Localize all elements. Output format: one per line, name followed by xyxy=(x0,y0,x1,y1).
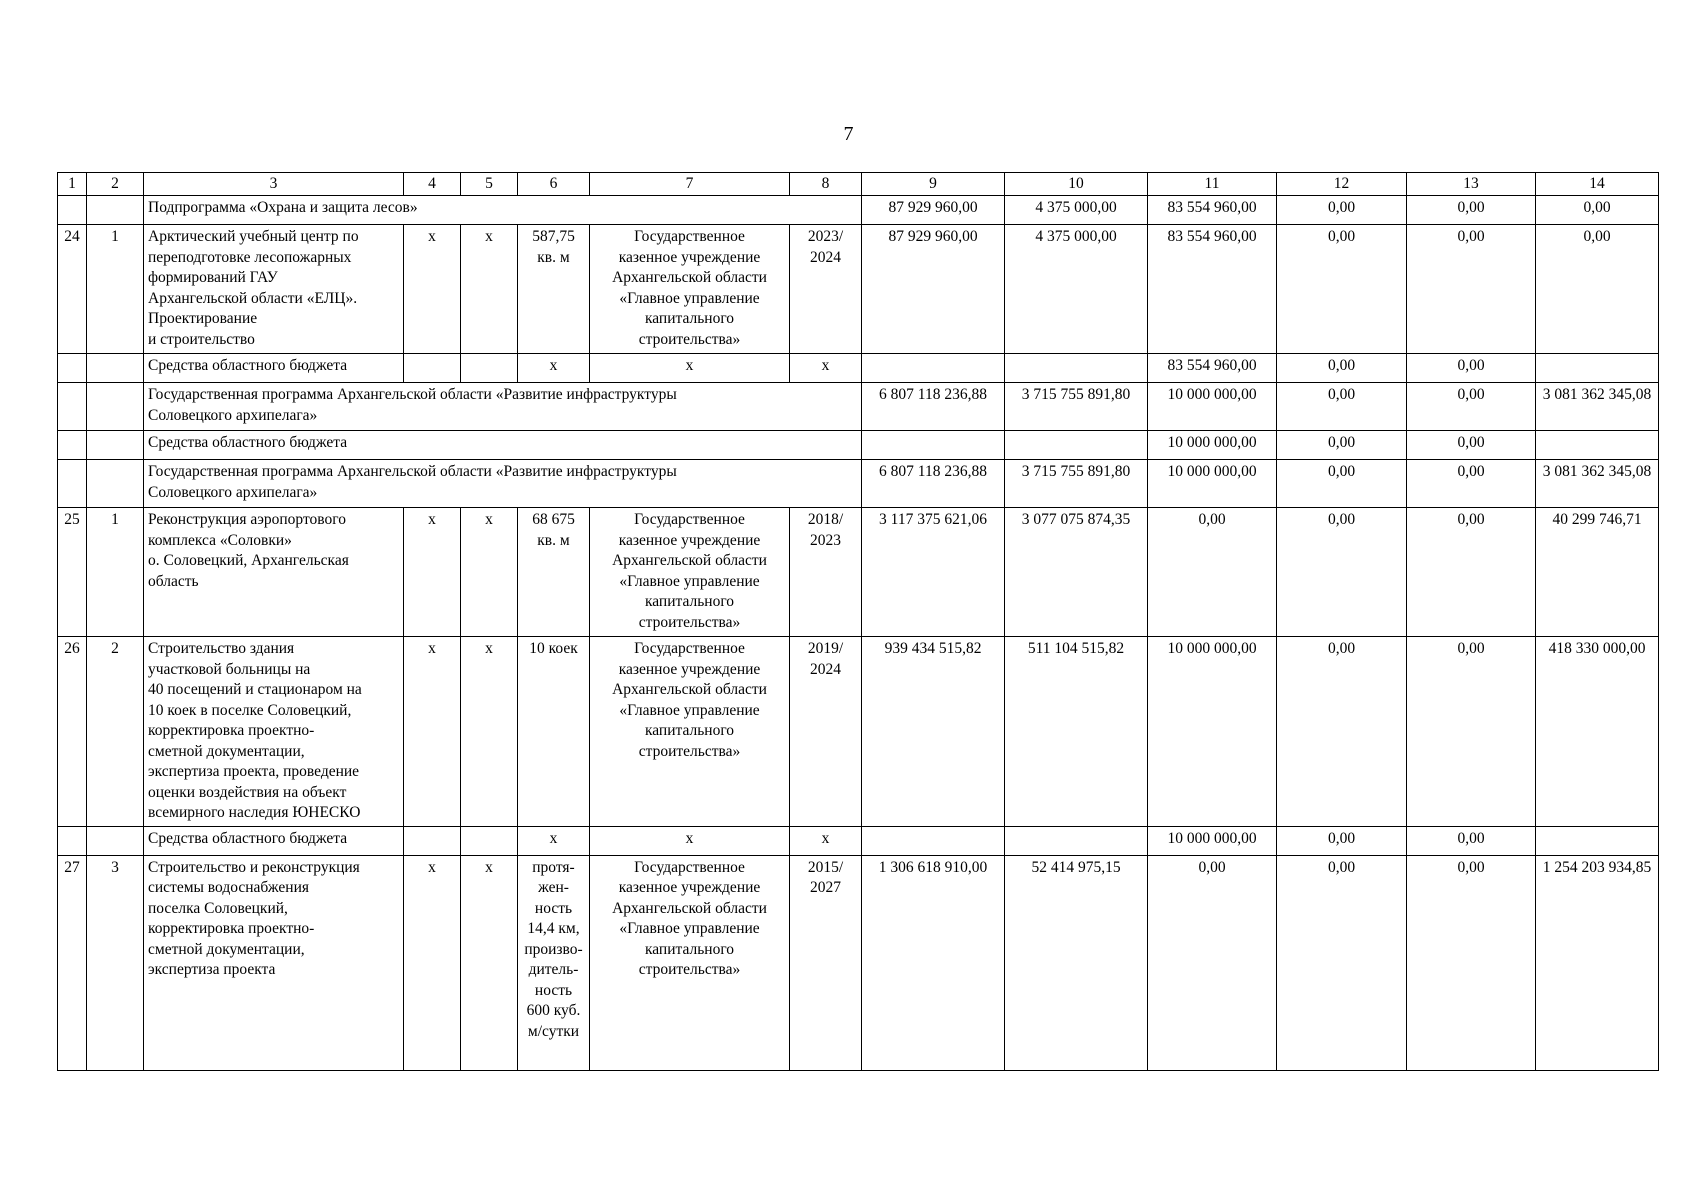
cell-amount: 10 000 000,00 xyxy=(1148,431,1277,460)
cell-amount: 0,00 xyxy=(1277,225,1407,354)
cell-amount: 0,00 xyxy=(1407,196,1536,225)
col-header: 2 xyxy=(87,173,144,196)
col-header: 9 xyxy=(862,173,1005,196)
item-number: 3 xyxy=(87,855,144,1070)
cell-amount: 0,00 xyxy=(1407,431,1536,460)
cell-amount: 0,00 xyxy=(1407,508,1536,637)
cell-empty xyxy=(461,826,518,855)
col-header: 1 xyxy=(58,173,87,196)
cell-amount: 0,00 xyxy=(1407,383,1536,431)
cell-amount: 0,00 xyxy=(1277,354,1407,383)
cell-amount: 418 330 000,00 xyxy=(1536,637,1659,827)
object-name: Строительство здания участковой больницы на 40 посещений и стационаром на 10 коек в поселке Соловецкий, корректировка проектно- сметной документации, экспертиза проекта, проведение оценки воздействия на объект всемирного наследия ЮНЕСКО xyxy=(144,637,404,827)
customer-org: Государственное казенное учреждение Архангельской области «Главное управление капитального строительства» xyxy=(590,855,790,1070)
row-number: 26 xyxy=(58,637,87,827)
item-number: 2 xyxy=(87,637,144,827)
object-capacity: протя- жен- ность 14,4 км, произво- дитель- ность 600 куб. м/сутки xyxy=(518,855,590,1070)
cell-amount: 83 554 960,00 xyxy=(1148,354,1277,383)
cell-amount: 0,00 xyxy=(1407,354,1536,383)
cell-amount: 3 117 375 621,06 xyxy=(862,508,1005,637)
col-header: 6 xyxy=(518,173,590,196)
budget-row xyxy=(58,826,1659,855)
cell-amount: 3 081 362 345,08 xyxy=(1536,460,1659,508)
construction-period: 2018/ 2023 xyxy=(790,508,862,637)
construction-period: 2019/ 2024 xyxy=(790,637,862,827)
cell-amount: 52 414 975,15 xyxy=(1005,855,1148,1070)
object-capacity: 587,75 кв. м xyxy=(518,225,590,354)
cell-amount: 87 929 960,00 xyxy=(862,196,1005,225)
cell-amount: 83 554 960,00 xyxy=(1148,225,1277,354)
cell-amount: 0,00 xyxy=(1407,826,1536,855)
cell-x: х xyxy=(404,508,461,637)
cell-amount: 1 254 203 934,85 xyxy=(1536,855,1659,1070)
cell-amount xyxy=(1536,354,1659,383)
cell-x: х xyxy=(404,637,461,827)
cell-amount: 10 000 000,00 xyxy=(1148,383,1277,431)
page-number: 7 xyxy=(843,123,854,145)
col-header: 14 xyxy=(1536,173,1659,196)
cell-amount: 0,00 xyxy=(1277,460,1407,508)
cell-amount: 4 375 000,00 xyxy=(1005,225,1148,354)
cell-empty xyxy=(87,196,144,225)
cell-amount: 0,00 xyxy=(1277,196,1407,225)
cell-empty xyxy=(404,826,461,855)
object-row xyxy=(58,225,1659,354)
cell-amount: 0,00 xyxy=(1277,508,1407,637)
cell-amount xyxy=(1005,354,1148,383)
cell-x: х xyxy=(590,354,790,383)
section-title: Средства областного бюджета xyxy=(144,431,862,460)
cell-amount: 6 807 118 236,88 xyxy=(862,383,1005,431)
object-name: Реконструкция аэропортового комплекса «Соловки» о. Соловецкий, Архангельская область xyxy=(144,508,404,637)
cell-x: х xyxy=(461,225,518,354)
cell-x: х xyxy=(404,225,461,354)
budget-label: Средства областного бюджета xyxy=(144,354,404,383)
customer-org: Государственное казенное учреждение Архангельской области «Главное управление капитального строительства» xyxy=(590,508,790,637)
cell-x: х xyxy=(461,855,518,1070)
cell-x: х xyxy=(404,855,461,1070)
customer-org: Государственное казенное учреждение Архангельской области «Главное управление капитального строительства» xyxy=(590,637,790,827)
cell-empty xyxy=(87,460,144,508)
cell-amount: 87 929 960,00 xyxy=(862,225,1005,354)
cell-empty xyxy=(58,354,87,383)
item-number: 1 xyxy=(87,225,144,354)
cell-x: х xyxy=(790,354,862,383)
cell-amount: 0,00 xyxy=(1277,383,1407,431)
cell-amount: 83 554 960,00 xyxy=(1148,196,1277,225)
cell-empty xyxy=(58,196,87,225)
cell-amount: 0,00 xyxy=(1277,431,1407,460)
cell-amount: 3 077 075 874,35 xyxy=(1005,508,1148,637)
cell-amount xyxy=(862,431,1005,460)
cell-x: х xyxy=(461,508,518,637)
column-number-row xyxy=(58,173,1659,196)
cell-amount: 3 715 755 891,80 xyxy=(1005,383,1148,431)
cell-x: х xyxy=(518,826,590,855)
cell-amount: 0,00 xyxy=(1148,508,1277,637)
construction-period: 2023/ 2024 xyxy=(790,225,862,354)
cell-amount: 939 434 515,82 xyxy=(862,637,1005,827)
cell-x: х xyxy=(461,637,518,827)
cell-amount xyxy=(1005,826,1148,855)
cell-amount: 0,00 xyxy=(1407,855,1536,1070)
object-name: Арктический учебный центр по переподготовке лесопожарных формирований ГАУ Архангельской области «ЕЛЦ». Проектирование и строительство xyxy=(144,225,404,354)
cell-amount: 511 104 515,82 xyxy=(1005,637,1148,827)
col-header: 4 xyxy=(404,173,461,196)
cell-empty xyxy=(87,354,144,383)
cell-amount: 10 000 000,00 xyxy=(1148,826,1277,855)
cell-amount xyxy=(862,826,1005,855)
cell-amount xyxy=(862,354,1005,383)
section-title: Государственная программа Архангельской области «Развитие инфраструктуры Соловецкого архипелага» xyxy=(144,460,862,508)
cell-empty xyxy=(87,826,144,855)
cell-amount: 0,00 xyxy=(1407,460,1536,508)
col-header: 5 xyxy=(461,173,518,196)
cell-amount: 0,00 xyxy=(1277,855,1407,1070)
cell-amount xyxy=(1005,431,1148,460)
construction-period: 2015/ 2027 xyxy=(790,855,862,1070)
object-row xyxy=(58,855,1659,1070)
cell-empty xyxy=(87,383,144,431)
section-row xyxy=(58,383,1659,431)
col-header: 12 xyxy=(1277,173,1407,196)
cell-empty xyxy=(404,354,461,383)
investment-table xyxy=(57,172,1659,1071)
cell-empty xyxy=(58,460,87,508)
cell-amount xyxy=(1536,826,1659,855)
item-number: 1 xyxy=(87,508,144,637)
section-row xyxy=(58,431,1659,460)
cell-amount: 0,00 xyxy=(1148,855,1277,1070)
budget-label: Средства областного бюджета xyxy=(144,826,404,855)
col-header: 3 xyxy=(144,173,404,196)
object-row xyxy=(58,508,1659,637)
cell-amount xyxy=(1536,431,1659,460)
section-title: Государственная программа Архангельской области «Развитие инфраструктуры Соловецкого архипелага» xyxy=(144,383,862,431)
cell-amount: 10 000 000,00 xyxy=(1148,637,1277,827)
col-header: 11 xyxy=(1148,173,1277,196)
cell-x: х xyxy=(590,826,790,855)
row-number: 25 xyxy=(58,508,87,637)
cell-empty xyxy=(58,383,87,431)
cell-amount: 0,00 xyxy=(1536,225,1659,354)
cell-amount: 1 306 618 910,00 xyxy=(862,855,1005,1070)
section-row xyxy=(58,196,1659,225)
cell-amount: 10 000 000,00 xyxy=(1148,460,1277,508)
cell-amount: 6 807 118 236,88 xyxy=(862,460,1005,508)
cell-x: х xyxy=(518,354,590,383)
cell-amount: 0,00 xyxy=(1277,826,1407,855)
object-capacity: 68 675 кв. м xyxy=(518,508,590,637)
cell-x: х xyxy=(790,826,862,855)
budget-row xyxy=(58,354,1659,383)
col-header: 8 xyxy=(790,173,862,196)
row-number: 24 xyxy=(58,225,87,354)
object-capacity: 10 коек xyxy=(518,637,590,827)
section-title: Подпрограмма «Охрана и защита лесов» xyxy=(144,196,862,225)
cell-amount: 3 081 362 345,08 xyxy=(1536,383,1659,431)
row-number: 27 xyxy=(58,855,87,1070)
cell-amount: 4 375 000,00 xyxy=(1005,196,1148,225)
cell-amount: 0,00 xyxy=(1536,196,1659,225)
cell-empty xyxy=(87,431,144,460)
object-name: Строительство и реконструкция системы водоснабжения поселка Соловецкий, корректировка проектно- сметной документации, экспертиза проекта xyxy=(144,855,404,1070)
cell-empty xyxy=(58,431,87,460)
cell-amount: 0,00 xyxy=(1407,637,1536,827)
cell-amount: 40 299 746,71 xyxy=(1536,508,1659,637)
cell-amount: 3 715 755 891,80 xyxy=(1005,460,1148,508)
cell-empty xyxy=(58,826,87,855)
col-header: 7 xyxy=(590,173,790,196)
col-header: 10 xyxy=(1005,173,1148,196)
col-header: 13 xyxy=(1407,173,1536,196)
cell-amount: 0,00 xyxy=(1277,637,1407,827)
object-row xyxy=(58,637,1659,827)
cell-empty xyxy=(461,354,518,383)
section-row xyxy=(58,460,1659,508)
customer-org: Государственное казенное учреждение Архангельской области «Главное управление капитального строительства» xyxy=(590,225,790,354)
cell-amount: 0,00 xyxy=(1407,225,1536,354)
